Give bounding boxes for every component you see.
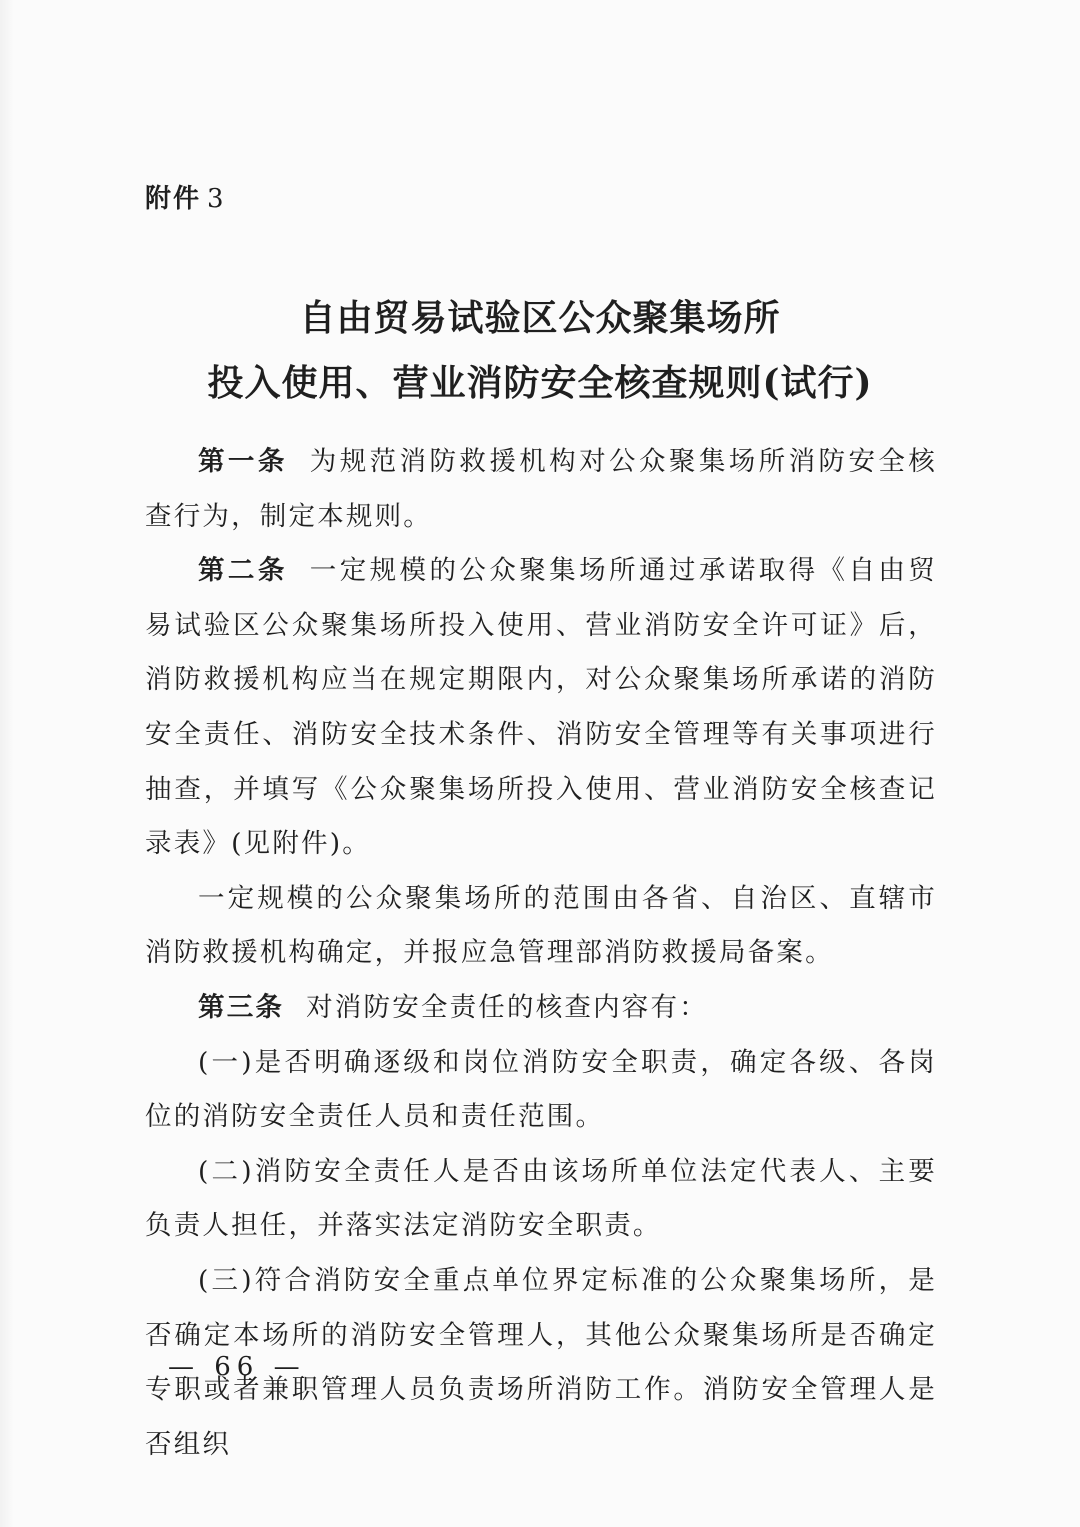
- article-3-paragraph: [145, 981, 937, 1036]
- article-1-paragraph: [145, 435, 937, 544]
- document-title-line-1: 自由贸易试验区公众聚集场所: [299, 297, 781, 339]
- article-3-heading: 第三条: [198, 991, 285, 1023]
- item-1-paragraph: (一)是否明确逐级和岗位消防安全职责，确定各级、各岗位的消防安全责任人员和责任范围。: [145, 1046, 937, 1133]
- item-3-paragraph: (三)符合消防安全重点单位界定标准的公众聚集场所，是否确定本场所的消防安全管理人，其他公众聚集场所是否确定专职或者兼职管理人员负责场所消防工作。消防安全管理人是否组织: [145, 1264, 937, 1460]
- attachment-number: 3: [207, 184, 226, 214]
- article-3-text: 对消防安全责任的核查内容有：: [306, 991, 708, 1023]
- article-2-scope-paragraph: 一定规模的公众聚集场所的范围由各省、自治区、直辖市消防救援机构确定，并报应急管理部消防救援局备案。: [145, 882, 937, 969]
- attachment-label: [145, 178, 226, 215]
- article-1-text: 为规范消防救援机构对公众聚集场所消防安全核查行为，制定本规则。: [145, 446, 937, 532]
- item-2-paragraph: (二)消防安全责任人是否由该场所单位法定代表人、主要负责人担任，并落实法定消防安全职责。: [145, 1155, 937, 1242]
- document-title-line-2: 投入使用、营业消防安全核查规则(试行): [207, 362, 873, 404]
- page-number: — 66 —: [168, 1352, 306, 1382]
- document-body: [145, 435, 937, 1472]
- article-1-heading: 第一条: [198, 446, 288, 477]
- attachment-word: 附件: [145, 184, 202, 214]
- article-2-text: 一定规模的公众聚集场所通过承诺取得《自由贸易试验区公众聚集场所投入使用、营业消防安全许可证》后，消防救援机构应当在规定期限内，对公众聚集场所承诺的消防安全责任、消防安全技术条件、消防安全管理等有关事项进行抽查，并填写《公众聚集场所投入使用、营业消防安全核查记录表》(见附件)。: [145, 555, 937, 860]
- article-2-paragraph: [145, 544, 937, 872]
- article-2-heading: 第二条: [198, 555, 288, 587]
